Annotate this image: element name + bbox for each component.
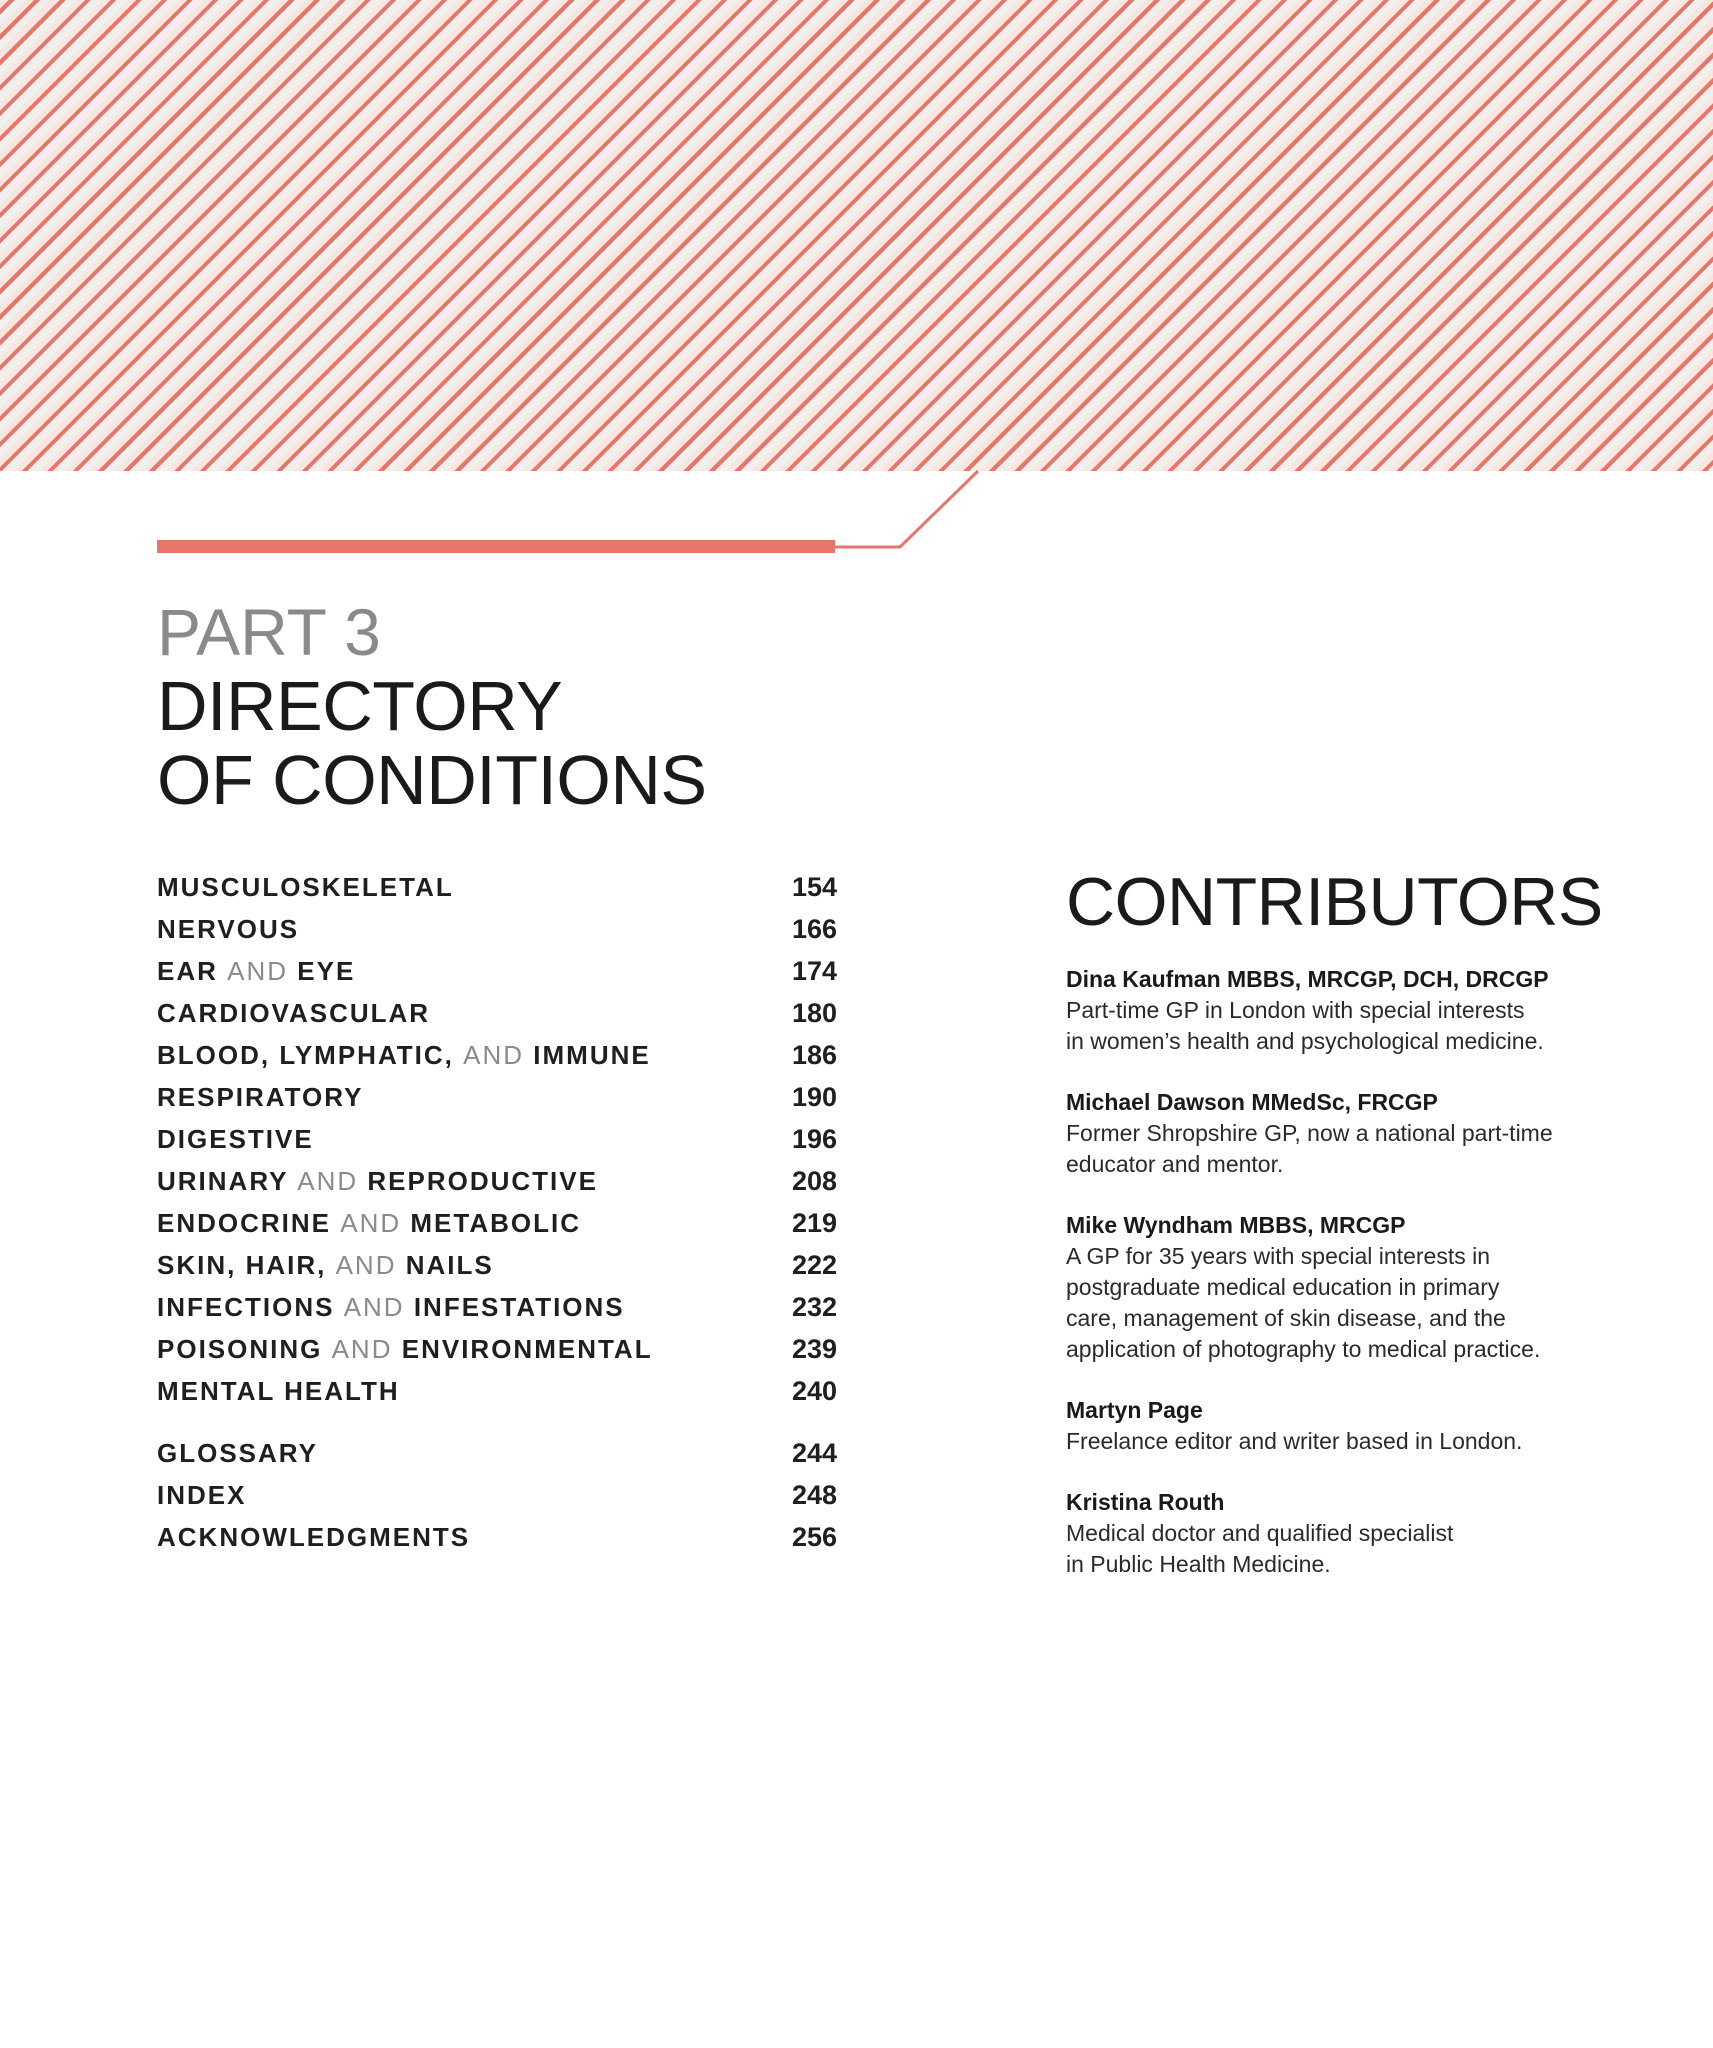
toc-page-number: 232: [791, 1292, 837, 1322]
toc-row[interactable]: [157, 866, 837, 908]
toc-row[interactable]: [157, 1076, 837, 1118]
toc-row[interactable]: [157, 1432, 837, 1474]
contributor-name: Mike Wyndham MBBS, MRCGP: [1066, 1212, 1406, 1238]
contributor-entry: [1066, 1210, 1626, 1365]
toc-page-number: 174: [791, 956, 837, 986]
toc-page-number: 244: [791, 1438, 837, 1468]
toc-page-number: 190: [791, 1082, 837, 1112]
toc-row[interactable]: [157, 1160, 837, 1202]
toc-connector: AND: [343, 1292, 405, 1322]
toc-title: RESPIRATORY: [157, 1082, 364, 1112]
toc-page-number: 248: [791, 1480, 837, 1510]
toc-title: NERVOUS: [157, 914, 300, 944]
toc-title: URINARY AND REPRODUCTIVE: [157, 1166, 598, 1196]
toc-page-number: 166: [791, 914, 837, 944]
toc-page-number: 222: [791, 1250, 837, 1280]
contributor-name: Martyn Page: [1066, 1397, 1203, 1423]
toc-connector: AND: [335, 1250, 397, 1280]
part-label: PART 3: [157, 595, 381, 669]
toc-title: INDEX: [157, 1480, 247, 1510]
accent-connector-line: [835, 471, 978, 547]
toc-row[interactable]: [157, 908, 837, 950]
toc-row[interactable]: [157, 1118, 837, 1160]
toc-title: MENTAL HEALTH: [157, 1376, 400, 1406]
toc-page-number: 239: [791, 1334, 837, 1364]
table-of-contents: [157, 866, 837, 1558]
contributor-bio: Medical doctor and qualified specialist in Public Health Medicine.: [1066, 1520, 1454, 1577]
toc-title: DIGESTIVE: [157, 1124, 314, 1154]
contributor-entry: [1066, 1487, 1626, 1580]
toc-title: INFECTIONS AND INFESTATIONS: [157, 1292, 625, 1322]
toc-connector: AND: [297, 1166, 359, 1196]
toc-page-number: 180: [791, 998, 837, 1028]
contributors-section: [1066, 862, 1626, 1610]
toc-main-list: [157, 866, 837, 1412]
toc-connector: AND: [227, 956, 289, 986]
toc-title: MUSCULOSKELETAL: [157, 872, 454, 902]
contributor-name: Kristina Routh: [1066, 1489, 1225, 1515]
toc-connector: AND: [331, 1334, 393, 1364]
toc-page-number: 196: [791, 1124, 837, 1154]
contributors-title: CONTRIBUTORS: [1066, 864, 1603, 940]
toc-page-number: 256: [791, 1522, 837, 1552]
toc-back-matter-list: [157, 1432, 837, 1558]
toc-row[interactable]: [157, 1244, 837, 1286]
contributor-entry: [1066, 1087, 1626, 1180]
part-title-line2: OF CONDITIONS: [157, 741, 707, 819]
toc-page-number: 154: [791, 872, 837, 902]
toc-page-number: 186: [791, 1040, 837, 1070]
toc-page-number: 219: [791, 1208, 837, 1238]
contributor-bio: Former Shropshire GP, now a national part-time educator and mentor.: [1066, 1120, 1553, 1177]
contributor-bio: Freelance editor and writer based in London.: [1066, 1428, 1523, 1454]
toc-title: EAR AND EYE: [157, 956, 356, 986]
toc-connector: AND: [463, 1040, 525, 1070]
accent-rule: [0, 0, 1713, 560]
toc-title: ACKNOWLEDGMENTS: [157, 1522, 471, 1552]
toc-row[interactable]: [157, 1286, 837, 1328]
part-heading: [157, 595, 707, 817]
toc-title: GLOSSARY: [157, 1438, 318, 1468]
toc-row[interactable]: [157, 992, 837, 1034]
part-title-line1: DIRECTORY: [157, 667, 563, 745]
toc-row[interactable]: [157, 1370, 837, 1412]
toc-title: POISONING AND ENVIRONMENTAL: [157, 1334, 653, 1364]
toc-page-number: 240: [791, 1376, 837, 1406]
contributor-bio: A GP for 35 years with special interests in postgraduate medical education in primary care, management of skin disease, and the application of photography to medical practice.: [1066, 1243, 1541, 1362]
toc-row[interactable]: [157, 1202, 837, 1244]
toc-row[interactable]: [157, 1328, 837, 1370]
toc-row[interactable]: [157, 1474, 837, 1516]
toc-connector: AND: [340, 1208, 402, 1238]
contributor-name: Dina Kaufman MBBS, MRCGP, DCH, DRCGP: [1066, 966, 1549, 992]
contributor-entry: [1066, 1395, 1626, 1457]
toc-title: BLOOD, LYMPHATIC, AND IMMUNE: [157, 1040, 651, 1070]
contributor-name: Michael Dawson MMedSc, FRCGP: [1066, 1089, 1438, 1115]
toc-title: ENDOCRINE AND METABOLIC: [157, 1208, 582, 1238]
accent-bar: [157, 540, 835, 553]
toc-title: SKIN, HAIR, AND NAILS: [157, 1250, 494, 1280]
contributor-entry: [1066, 964, 1626, 1057]
toc-row[interactable]: [157, 1516, 837, 1558]
toc-title: CARDIOVASCULAR: [157, 998, 431, 1028]
toc-row[interactable]: [157, 1034, 837, 1076]
toc-row[interactable]: [157, 950, 837, 992]
contributor-bio: Part-time GP in London with special interests in women’s health and psychological medicine.: [1066, 997, 1544, 1054]
toc-page-number: 208: [791, 1166, 837, 1196]
